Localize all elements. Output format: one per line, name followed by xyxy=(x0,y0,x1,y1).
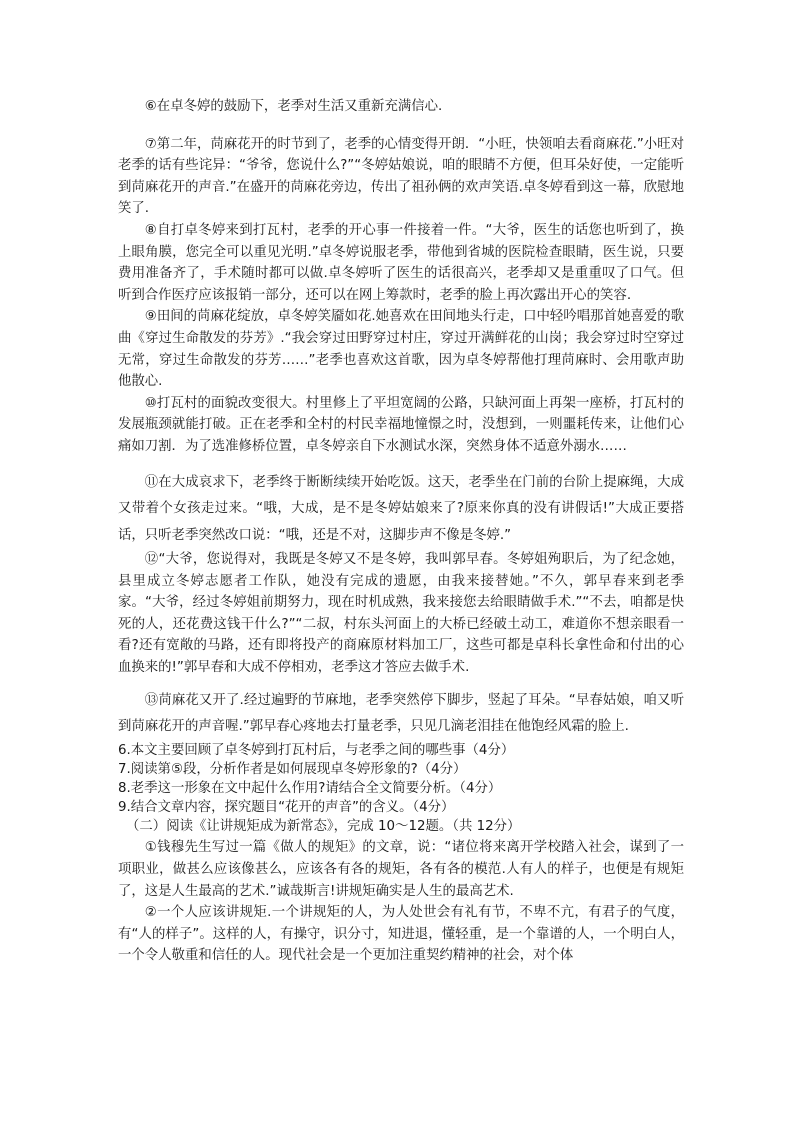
section-heading: （二）阅读《让讲规矩成为新常态》，完成 10～12题。（共 12分） xyxy=(126,819,521,835)
paragraph-10: ⑩打瓦村的面貌改变很大。村里修上了平坦宽阔的公路，只缺河面上再架一座桥，打瓦村的发展瓶颈就能打破。正在老季和全村的村民幸福地憧憬之时，没想到，一则噩耗传来，让他们心痛如刀割．为了选准修桥位置，卓冬婷亲自下水测试水深，突然身体不适意外溺水…… xyxy=(118,395,684,454)
paragraph-7: ⑦第二年，苘麻花开的时节到了，老季的心情变得开朗．“小旺，快领咱去看商麻花.”小旺对老季的话有些诧异：“爷爷，您说什么?”“冬婷姑娘说，咱的眼睛不方便，但耳朵好使，一定能听到苘麻花开的声音.”在盛开的苘麻花旁边，传出了祖孙俩的欢声笑语.卓冬婷看到这一幕，欣慰地笑了. xyxy=(118,136,684,217)
question-list xyxy=(118,741,684,818)
paragraph-6: ⑥在卓冬婷的鼓励下，老季对生活又重新充满信心. xyxy=(144,99,443,114)
document-body xyxy=(118,96,684,967)
paragraph-13: ⑬苘麻花又开了.经过遍野的节麻地，老季突然停下脚步，竖起了耳朵。“早春姑娘，咱又听到苘麻花开的声音喔.”郭早春心疼地去打量老季，只见几滴老泪挂在他饱经风霜的脸上. xyxy=(118,692,684,735)
paragraph-12: ⑫“大爷，您说得对，我既是冬婷又不是冬婷，我叫郭早春。冬婷姐殉职后，为了纪念她，县里成立冬婷志愿者工作队，她没有完成的遗愿，由我来接替她。”不久，郭早春来到老季家。“大爷，经过冬婷姐前期努力，现在时机成熟，我来接您去给眼睛做手术.”“不去，咱都是快死的人，还花费这钱干什么?”“二叔，村东头河面上的大桥已经破土动工，难道你不想亲眼看一看?还有宽敞的马路，还有即将投产的商麻原材料加工厂，这些可都是卓科长拿性命和付出的心血换来的!”郭早春和大成不停相劝，老季这才答应去做手术. xyxy=(118,552,684,675)
question-6: 6.本文主要回顾了卓冬婷到打瓦村后，与老季之间的哪些事（4分） xyxy=(118,742,515,758)
question-9: 9.结合文章内容，探究题目“花开的声音”的含义。（4分） xyxy=(118,800,455,816)
section-paragraph-2: ②一个人应该讲规矩.一个讲规矩的人，为人处世会有礼有节，不卑不亢，有君子的气度，有“人的样子”。这样的人，有操守，识分寸，知进退，懂轻重，是一个靠谱的人，一个明白人，一个令人敬重和信任的人。现代社会是一个更加注重契约精神的社会，对个体 xyxy=(118,905,684,964)
paragraph-11: ⑪在大成哀求下，老季终于断断续续开始吃饭。这天，老季坐在门前的台阶上提麻绳，大成又带着个女孩走过来。“哦，大成，是不是冬婷姑娘来了?原来你真的没有讲假话!”大成正要搭话，只听老季突然改口说：“哦，还是不对，这脚步声不像是冬婷.” xyxy=(118,474,684,543)
question-8: 8.老季这一形象在文中起什么作用?请结合全文简要分析。（4分） xyxy=(118,780,502,796)
paragraph-9: ⑨田间的苘麻花绽放，卓冬婷笑靥如花.她喜欢在田间地头行走，口中轻吟唱那首她喜爱的歌曲《穿过生命散发的芬芳》.“我会穿过田野穿过村庄，穿过开满鲜花的山岗；我会穿过时空穿过无常，穿过生命散发的芬芳……”老季也喜欢这首歌，因为卓冬婷帮他打理苘麻时、会用歌声助他散心. xyxy=(118,309,684,390)
paragraph-8: ⑧自打卓冬婷来到打瓦村，老季的开心事一件接着一件。“大爷，医生的话您也听到了，换上眼角膜，您完全可以重见光明.”卓冬婷说服老季，带他到省城的医院检查眼睛，医生说，只要费用准备齐了，手术随时都可以做.卓冬婷听了医生的话很高兴，老季却又是重重叹了口气。但听到合作医疗应该报销一部分，还可以在网上筹款时，老季的脸上再次露出开心的笑容. xyxy=(118,222,684,303)
question-7: 7.阅读第⑤段，分析作者是如何展现卓冬婷形象的?（4分） xyxy=(118,761,467,777)
section-paragraph-1: ①钱穆先生写过一篇《做人的规矩》的文章，说：“诸位将来离开学校踏入社会，谋到了一项职业，做甚么应该像甚么，应该各有各的规矩，各有各的模范.人有人的样子，也便是有规矩了，这是人生最高的艺术.”诚哉斯言!讲规矩确实是人生的最高艺术. xyxy=(118,840,684,899)
